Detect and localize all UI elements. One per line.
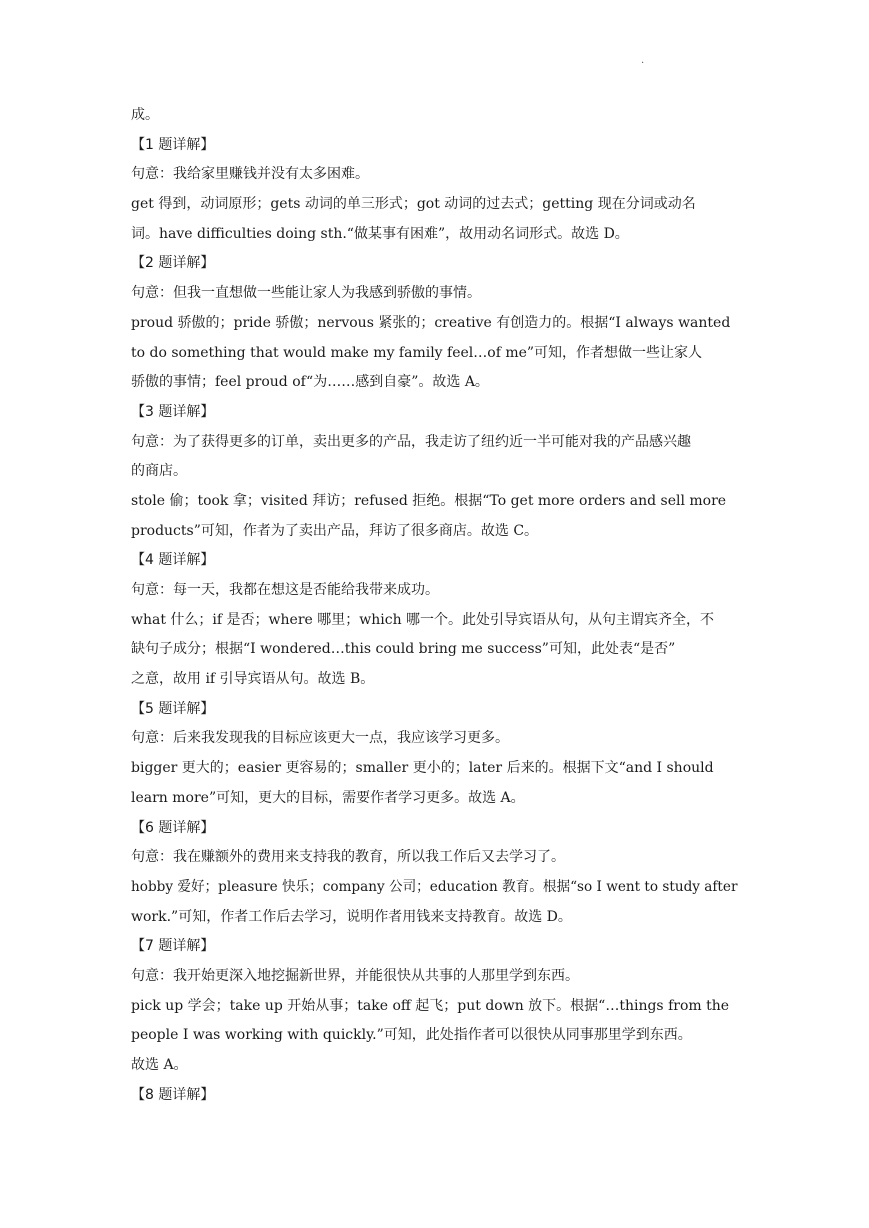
section-heading: 【8 题详解】 <box>131 1086 215 1103</box>
section-heading: 【7 题详解】 <box>131 938 215 955</box>
text-line: 句意：后来我发现我的目标应该更大一点，我应该学习更多。 <box>131 730 509 747</box>
text-line: learn more”可知，更大的目标，需要作者学习更多。故选 A。 <box>131 789 525 806</box>
text-line: 词。have difficulties doing sth.“做某事有困难”，故用动名词形式。故选 D。 <box>131 225 629 242</box>
text-line: work.”可知，作者工作后去学习，说明作者用钱来支持教育。故选 D。 <box>131 908 572 925</box>
text-line: bigger 更大的；easier 更容易的；smaller 更小的；later 后来的。根据下文“and I should <box>131 760 714 777</box>
text-line: 句意：为了获得更多的订单，卖出更多的产品，我走访了纽约近一半可能对我的产品感兴趣 <box>131 433 691 450</box>
section-heading: 【2 题详解】 <box>131 255 215 272</box>
text-line: pick up 学会；take up 开始从事；take off 起飞；put down 放下。根据“…things from the <box>131 997 730 1014</box>
text-line: 成。 <box>131 107 159 123</box>
text-line: hobby 爱好；pleasure 快乐；company 公司；education 教育。根据“so I went to study after <box>131 878 738 895</box>
text-line: what 什么；if 是否；where 哪里；which 哪一个。此处引导宾语从句，从句主谓宾齐全，不 <box>131 611 715 628</box>
section-heading: 【3 题详解】 <box>131 403 215 420</box>
text-line: 之意，故用 if 引导宾语从句。故选 B。 <box>131 671 375 688</box>
section-heading: 【1 题详解】 <box>131 136 215 153</box>
text-line: stole 偷；took 拿；visited 拜访；refused 拒绝。根据“To get more orders and sell more <box>131 492 727 509</box>
text-line: proud 骄傲的；pride 骄傲；nervous 紧张的；creative 有创造力的。根据“I always wanted <box>131 314 731 331</box>
text-line: 句意：我开始更深入地挖掘新世界，并能很快从共事的人那里学到东西。 <box>131 967 579 984</box>
section-heading: 【5 题详解】 <box>131 700 215 717</box>
text-line: 的商店。 <box>131 463 187 480</box>
text-line: people I was working with quickly.”可知，此处指作者可以很快从同事那里学到东西。 <box>131 1027 692 1044</box>
text-line: get 得到，动词原形；gets 动词的单三形式；got 动词的过去式；getting 现在分词或动名 <box>131 196 696 213</box>
text-line: 骄傲的事情；feel proud of“为……感到自豪”。故选 A。 <box>131 374 489 391</box>
text-line: 句意：但我一直想做一些能让家人为我感到骄傲的事情。 <box>131 285 481 302</box>
page-mark: . <box>641 55 645 66</box>
text-line: 句意：我在赚额外的费用来支持我的教育，所以我工作后又去学习了。 <box>131 849 565 866</box>
text-line: to do something that would make my family feel…of me”可知，作者想做一些让家人 <box>131 344 703 361</box>
section-heading: 【6 题详解】 <box>131 819 215 836</box>
document-body <box>131 101 737 1110</box>
text-line: 句意：每一天，我都在想这是否能给我带来成功。 <box>131 582 439 598</box>
text-line: products”可知，作者为了卖出产品，拜访了很多商店。故选 C。 <box>131 522 539 539</box>
text-line: 故选 A。 <box>131 1057 188 1073</box>
text-line: 句意：我给家里赚钱并没有太多困难。 <box>131 166 369 183</box>
text-line: 缺句子成分；根据“I wondered…this could bring me success”可知，此处表“是否” <box>131 641 676 658</box>
section-heading: 【4 题详解】 <box>131 552 215 569</box>
